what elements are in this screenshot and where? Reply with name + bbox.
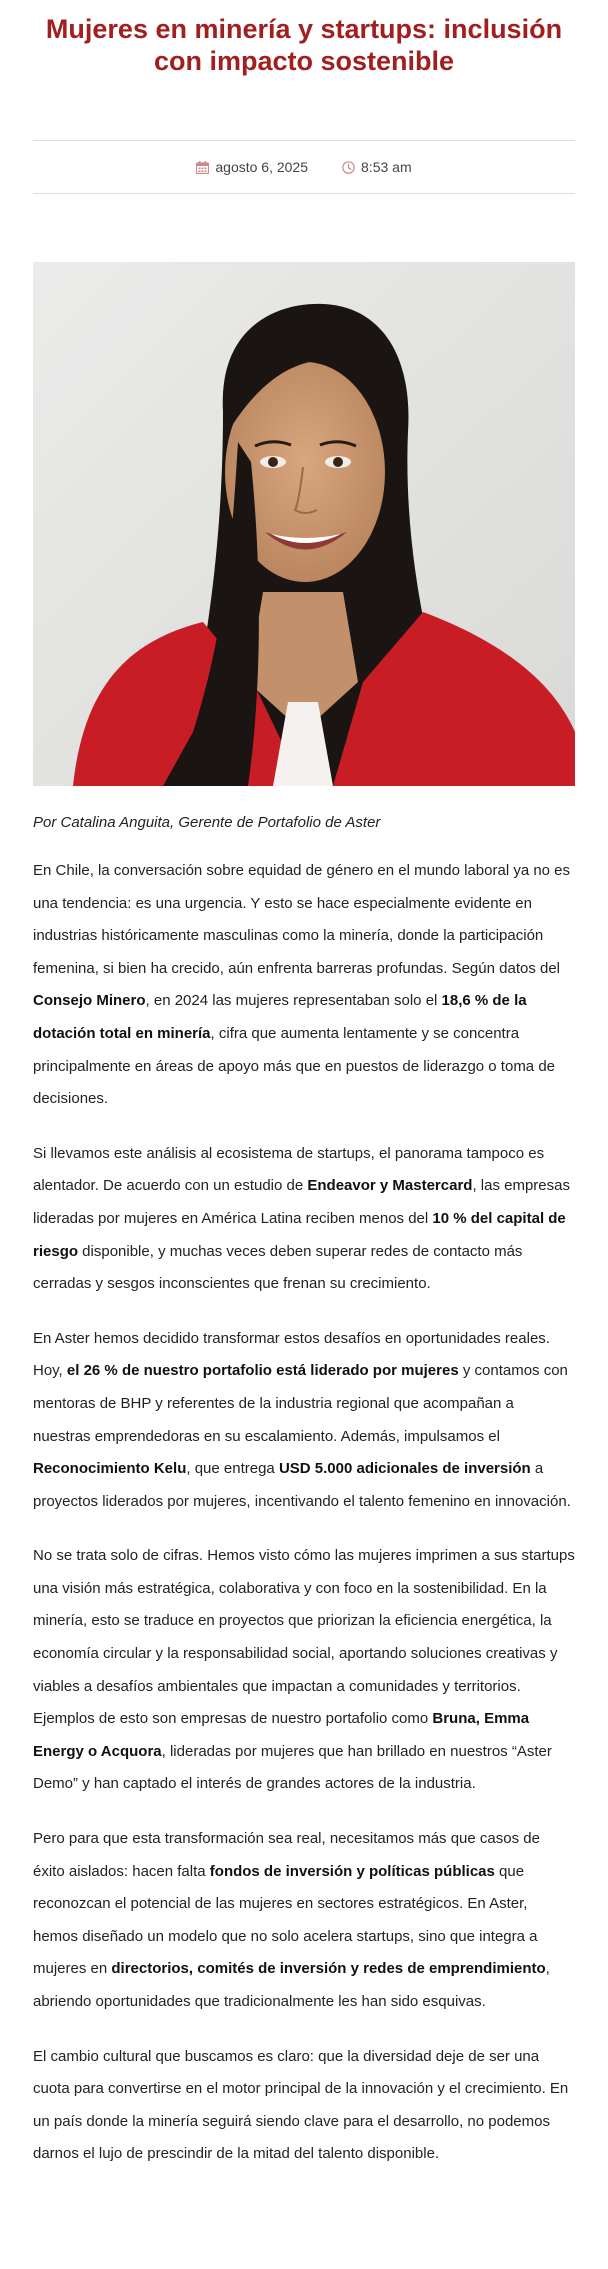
photo-caption: Por Catalina Anguita, Gerente de Portafolio de Aster: [33, 814, 381, 831]
post-time-text: 8:53 am: [361, 159, 412, 175]
text-run: que reconozcan el potencial de las mujeres en sectores estratégicos. En Aster, hemos diseñado un modelo que no solo acelera startups, sino que integra a mujeres en: [33, 1862, 538, 1978]
text-run: Pero para que esta transformación sea real, necesitamos más que casos de éxito aislados: hacen falta: [33, 1830, 540, 1880]
paragraph: [33, 855, 575, 1116]
calendar-icon: [196, 161, 209, 174]
bold-text: Consejo Minero: [33, 992, 146, 1010]
text-run: El cambio cultural que buscamos es claro: que la diversidad deje de ser una cuota para convertirse en el motor principal de la innovación y el crecimiento. En un país donde la minería seguirá siendo clave para el desarrollo, no podemos darnos el lujo de prescindir de la mitad del talento disponible.: [33, 2047, 569, 2163]
text-run: a proyectos liderados por mujeres, incentivando el talento femenino en innovación.: [33, 1460, 571, 1510]
paragraph: [33, 1823, 575, 2019]
paragraph: [33, 1138, 575, 1301]
text-run: , que entrega: [186, 1460, 279, 1478]
bold-text: 18,6 % de la dotación total en minería: [33, 992, 527, 1042]
text-run: , abriendo oportunidades que tradicionalmente les han sido esquivas.: [33, 1960, 550, 2010]
post-meta: [33, 140, 575, 194]
text-run: En Aster hemos decidido transformar estos desafíos en oportunidades reales. Hoy,: [33, 1329, 550, 1380]
paragraph: [33, 1323, 575, 1519]
bold-text: el 26 % de nuestro portafolio está liderado por mujeres: [66, 1362, 459, 1380]
post-date-text: agosto 6, 2025: [215, 159, 309, 175]
bold-text: Reconocimiento Kelu: [33, 1460, 187, 1478]
bold-text: fondos de inversión y políticas públicas: [209, 1862, 495, 1880]
article-body: [33, 855, 575, 2171]
bold-text: directorios, comités de inversión y redes de emprendimiento: [111, 1960, 546, 1978]
text-run: disponible, y muchas veces deben superar redes de contacto más cerradas y sesgos inconscientes que frenan su crecimiento.: [33, 1242, 523, 1293]
page-title: Mujeres en minería y startups: inclusión con impacto sostenible: [45, 14, 563, 76]
post-time[interactable]: [342, 159, 412, 175]
text-run: No se trata solo de cifras. Hemos visto cómo las mujeres imprimen a sus startups una visión más estratégica, colaborativa y con foco en la sostenibilidad. En la minería, esto se traduce en proyectos que priorizan la eficiencia energética, la economía circular y la responsabilidad social, aportando soluciones creativas y viables a desafíos ambientales que impactan a comunidades y territorios. Ejemplos de esto son empresas de nuestro portafolio como: [33, 1547, 575, 1728]
paragraph: [33, 1540, 575, 1801]
clock-icon: [342, 161, 355, 174]
text-run: En Chile, la conversación sobre equidad de género en el mundo laboral ya no es una tendencia: es una urgencia. Y esto se hace especialmente evidente en industrias históricamente masculinas como la minería, donde la participación femenina, si bien ha crecido, aún enfrenta barreras profundas. Según datos del: [33, 862, 571, 977]
bold-text: USD 5.000 adicionales de inversión: [278, 1460, 531, 1478]
bold-text: Endeavor y Mastercard: [307, 1177, 473, 1195]
author-photo: [33, 262, 575, 786]
portrait-photo-icon: [33, 262, 575, 786]
text-run: , las empresas lideradas por mujeres en América Latina reciben menos del: [33, 1177, 570, 1227]
text-run: , lideradas por mujeres que han brillado en nuestros “Aster Demo” y han captado el interés de grandes actores de la industria.: [33, 1742, 552, 1793]
bold-text: 10 % del capital de riesgo: [33, 1209, 566, 1260]
bold-text: Bruna, Emma Energy o Acquora: [33, 1710, 530, 1760]
text-run: , en 2024 las mujeres representaban solo el: [145, 992, 442, 1010]
text-run: y contamos con mentoras de BHP y referentes de la industria regional que acompañan a nuestras emprendedoras en su escalamiento. Además, impulsamos el: [33, 1362, 568, 1445]
text-run: Si llevamos este análisis al ecosistema de startups, el panorama tampoco es alentador. De acuerdo con un estudio de: [33, 1144, 545, 1195]
post-date[interactable]: [196, 159, 308, 175]
paragraph: [33, 2041, 575, 2171]
text-run: , cifra que aumenta lentamente y se concentra principalmente en áreas de apoyo más que en puestos de liderazgo o toma de decisiones.: [33, 1024, 556, 1108]
